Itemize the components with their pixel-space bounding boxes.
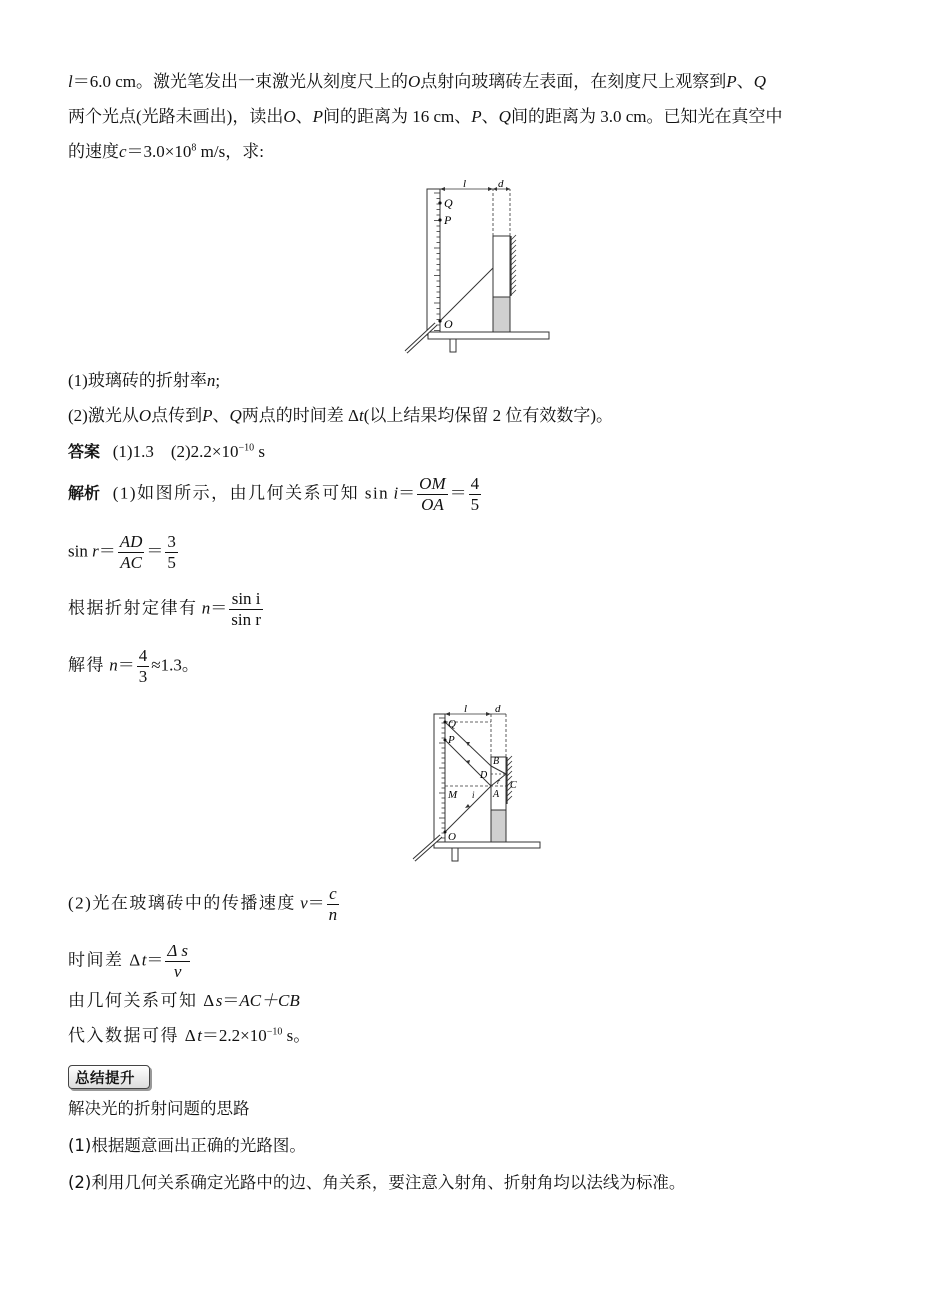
var-t: t — [197, 1026, 202, 1045]
text: m/s，求: — [196, 142, 264, 161]
var-i: i — [393, 483, 399, 503]
text: ＝ — [210, 598, 228, 618]
hatch-mark — [511, 255, 516, 260]
arrow-head — [506, 187, 510, 191]
text: (2)激光从 — [68, 406, 139, 425]
text: ＝ — [222, 991, 240, 1010]
answer-label: 答案 — [68, 442, 101, 461]
question-2 — [68, 404, 613, 428]
hatch-mark — [507, 766, 512, 771]
arrow-head — [486, 712, 491, 716]
point-P — [444, 739, 447, 742]
text: 间的距离为 3.0 cm。已知光在真空中 — [510, 107, 783, 126]
label-M: M — [448, 789, 458, 801]
label-O: O — [444, 317, 453, 331]
numerator: 4 — [138, 646, 148, 665]
text: (1)如图所示，由几何关系可知 sin — [112, 483, 390, 503]
hatch-mark — [511, 250, 516, 255]
text: ; — [215, 371, 221, 390]
text: 两个光点(光路未画出)，读出 — [68, 107, 284, 126]
problem-line-1 — [68, 70, 766, 94]
text: 时间差 Δ — [68, 950, 142, 970]
label-P: P — [444, 213, 452, 227]
label-Q: Q — [444, 196, 453, 210]
analysis-step-5 — [68, 884, 341, 925]
base-foot — [450, 339, 456, 352]
point-O — [438, 319, 441, 322]
fraction-4-3 — [137, 646, 150, 687]
point-Q — [438, 201, 441, 204]
analysis-step-2 — [68, 532, 180, 573]
numerator: 3 — [167, 532, 176, 551]
text: (1)玻璃砖的折射率 — [68, 371, 207, 390]
analysis-step-6 — [68, 941, 192, 982]
point-O — [444, 831, 447, 834]
text: 点传到 — [151, 406, 203, 425]
exponent: −10 — [238, 442, 255, 454]
arrow-head — [488, 187, 493, 191]
ruler — [427, 189, 440, 335]
fraction-c-n — [327, 884, 340, 925]
text: 代入数据可得 Δ — [68, 1026, 198, 1045]
laser-ray — [440, 268, 493, 321]
summary-badge — [68, 1063, 152, 1089]
figure-1-setup — [400, 176, 555, 356]
label-angle-i: i — [472, 790, 475, 800]
var-O: O — [283, 107, 296, 126]
hatch-mark — [511, 270, 516, 275]
text: ＝2.2×10 — [201, 1026, 267, 1045]
arrow-head — [493, 187, 497, 191]
numerator: c — [327, 884, 340, 905]
hatch-mark — [507, 756, 512, 761]
exponent: −10 — [266, 1026, 283, 1038]
mirror-hatch — [511, 235, 516, 295]
var-P: P — [202, 406, 213, 425]
text: s。 — [282, 1026, 311, 1045]
analysis-step-1 — [68, 474, 483, 515]
var-P: P — [312, 107, 323, 126]
analysis-step-8 — [68, 1024, 310, 1048]
hatch-mark — [511, 240, 516, 245]
summary-item-2: (2)利用几何关系确定光路中的边、角关系，要注意入射角、折射角均以法线为标准。 — [68, 1173, 686, 1192]
text: 根据折射定律有 — [68, 598, 198, 618]
denominator: v — [173, 962, 182, 981]
fraction-ds-v — [165, 941, 190, 982]
text: ＝ — [398, 483, 416, 503]
glass-brick-shade — [491, 810, 506, 842]
var-n: n — [201, 598, 211, 618]
var-c: c — [119, 142, 127, 161]
hatch-mark — [511, 235, 516, 240]
text: 解得 — [68, 655, 105, 675]
hatch-mark — [511, 265, 516, 270]
fraction-AD-AC — [118, 532, 145, 573]
ruler — [434, 714, 445, 846]
label-l: l — [463, 178, 467, 190]
label-O: O — [448, 831, 456, 843]
analysis-step-4 — [68, 646, 199, 687]
numerator: OM — [419, 474, 446, 493]
figure-2-light-path — [408, 702, 548, 867]
arrow-head — [440, 187, 445, 191]
answer-line — [68, 440, 265, 464]
analysis-step-3 — [68, 589, 265, 630]
fraction-sini-sinr — [229, 589, 263, 630]
badge-text: 总结提升 — [75, 1071, 135, 1087]
fraction-3-5 — [165, 532, 178, 573]
text: ≈1.3。 — [151, 655, 199, 675]
hatch-mark — [511, 245, 516, 250]
expression: AC＋CB — [239, 991, 300, 1010]
text: 、 — [481, 107, 499, 126]
hatch-mark — [507, 791, 512, 796]
text: ＝ — [307, 893, 325, 913]
hatch-mark — [511, 280, 516, 285]
denominator: 5 — [167, 553, 176, 572]
text: 由几何关系可知 Δ — [68, 991, 216, 1010]
var-n: n — [206, 371, 216, 390]
var-l: l — [68, 72, 73, 91]
text: 两点的时间差 Δ — [241, 406, 359, 425]
denominator: OA — [421, 495, 444, 514]
text: 、 — [212, 406, 230, 425]
var-s: s — [215, 991, 223, 1010]
label-D: D — [480, 770, 488, 781]
var-O: O — [138, 406, 152, 425]
numerator: AD — [119, 532, 143, 551]
base-board — [428, 332, 549, 339]
analysis-step-7 — [68, 989, 300, 1013]
label-P: P — [448, 734, 455, 746]
label-l: l — [464, 703, 468, 715]
text: 间的距离为 16 cm、 — [323, 107, 472, 126]
denominator: 3 — [138, 667, 148, 686]
denominator: sin r — [231, 610, 261, 629]
text: ＝ — [449, 483, 467, 503]
var-n: n — [109, 655, 118, 675]
point-P — [438, 218, 441, 221]
hatch-mark — [507, 796, 512, 801]
glass-brick-shade — [493, 297, 510, 332]
var-t: t — [358, 406, 364, 425]
hatch-mark — [511, 285, 516, 290]
text: (以上结果均保留 2 位有效数字)。 — [363, 406, 614, 425]
denominator: AC — [120, 553, 142, 572]
text: (2)光在玻璃砖中的传播速度 — [68, 893, 296, 913]
hatch-mark — [507, 771, 512, 776]
var-v: v — [300, 893, 308, 913]
numerator: sin i — [229, 589, 263, 610]
label-B: B — [493, 756, 500, 767]
text: ＝ — [146, 950, 164, 970]
var-Q: Q — [753, 72, 766, 91]
problem-line-3 — [68, 140, 264, 164]
text: 点射向玻璃砖左表面，在刻度尺上观察到 — [420, 72, 727, 91]
summary-item-1: (1)根据题意画出正确的光路图。 — [68, 1136, 306, 1155]
summary-title: 解决光的折射问题的思路 — [68, 1099, 250, 1118]
denominator: n — [328, 905, 338, 924]
label-Q: Q — [448, 718, 456, 730]
hatch-mark — [511, 290, 516, 295]
denominator: 5 — [470, 495, 480, 514]
label-angle-r: r — [497, 777, 501, 786]
fraction-OM-OA — [417, 474, 447, 515]
text: 、 — [295, 107, 313, 126]
var-t: t — [141, 950, 147, 970]
unit: s — [254, 442, 266, 461]
hatch-mark — [511, 275, 516, 280]
analysis-label: 解析 — [68, 483, 101, 503]
label-A: A — [493, 789, 500, 800]
text: ＝ — [117, 655, 135, 675]
hatch-mark — [507, 761, 512, 766]
hatch-mark — [511, 260, 516, 265]
var-Q: Q — [498, 107, 511, 126]
var-O: O — [408, 72, 421, 91]
answer-text: (1)1.3 (2)2.2×10 — [112, 442, 239, 461]
point-Q — [444, 721, 447, 724]
arrow-head — [445, 712, 450, 716]
text: ＝ — [146, 541, 164, 561]
text: sin — [68, 541, 88, 561]
exponent: 8 — [191, 142, 197, 154]
mirror-hatch — [507, 756, 512, 801]
base-foot — [452, 848, 458, 861]
text: 、 — [736, 72, 754, 91]
text: ＝6.0 cm。激光笔发出一束激光从刻度尺上的 — [72, 72, 409, 91]
var-P: P — [726, 72, 737, 91]
var-P: P — [471, 107, 482, 126]
text: ＝ — [98, 541, 116, 561]
question-1 — [68, 369, 220, 393]
var-Q: Q — [229, 406, 242, 425]
label-d: d — [498, 178, 504, 190]
label-d: d — [495, 703, 501, 715]
numerator: 4 — [470, 474, 480, 493]
label-C: C — [510, 780, 517, 791]
text: 的速度 — [68, 142, 119, 161]
text: ＝3.0×10 — [126, 142, 192, 161]
numerator: Δ s — [167, 941, 188, 960]
fraction-4-5 — [469, 474, 482, 515]
var-r: r — [92, 541, 99, 561]
problem-line-2 — [68, 105, 782, 129]
